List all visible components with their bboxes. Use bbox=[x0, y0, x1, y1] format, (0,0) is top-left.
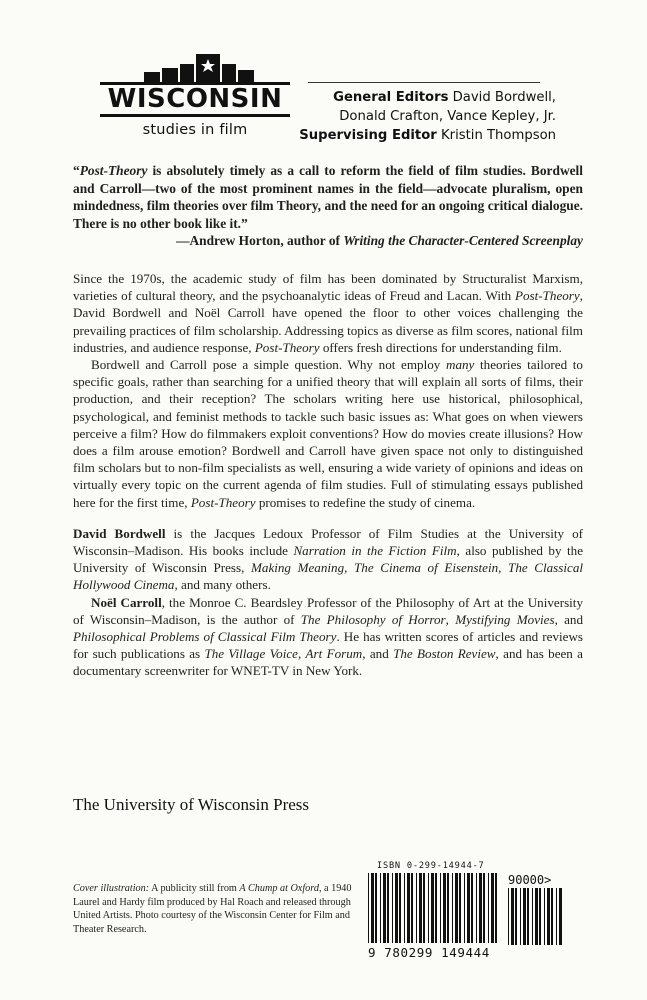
publisher-name: The University of Wisconsin Press bbox=[73, 795, 310, 814]
barcode-bar bbox=[559, 888, 562, 945]
barcode-bar bbox=[523, 888, 526, 945]
barcode-bar bbox=[435, 873, 437, 943]
barcode-bar bbox=[476, 873, 477, 943]
barcode-bar bbox=[515, 888, 517, 945]
author-bio-bordwell: David Bordwell is the Jacques Ledoux Professor of Film Studies at the University of Wisconsin–Madison. His books include Narration in the Fiction Film, also published by the University of Wisconsin Press, Making Meaning, The Cinema of Eisenstein, The Classical Hollywood Cinema, and many others. bbox=[73, 525, 584, 593]
isbn-barcode bbox=[368, 873, 500, 943]
barcode-bar bbox=[431, 873, 434, 943]
barcode-bar bbox=[535, 888, 538, 945]
barcode-bar bbox=[387, 873, 389, 943]
logo-wordmark: WISCONSIN bbox=[107, 84, 283, 114]
barcode-bar bbox=[383, 873, 386, 943]
barcode-bar bbox=[508, 888, 509, 945]
barcode-bar bbox=[511, 888, 514, 945]
barcode-bar bbox=[419, 873, 422, 943]
barcode-bar bbox=[495, 873, 497, 943]
barcode-bar bbox=[467, 873, 470, 943]
barcode-bar bbox=[520, 888, 521, 945]
supervising-editor-name: Kristin Thompson bbox=[436, 128, 556, 143]
barcode-bar bbox=[464, 873, 465, 943]
editors-divider bbox=[308, 82, 540, 83]
blurb-text: is absolutely timely as a call to reform the field of film studies. Bordwell and Carroll—two of the most prominent names in the field—advocate pluralism, open mindedness, film theories over film Theory, and the need for an ongoing critical dialogue. There is no other book like it.” bbox=[73, 163, 583, 231]
blurb-title: Post-Theory bbox=[79, 163, 148, 178]
barcode-bar bbox=[551, 888, 553, 945]
attribution-title: Writing the Character-Centered Screenplay bbox=[343, 233, 583, 248]
blurb-attribution bbox=[120, 233, 583, 249]
barcode-bar bbox=[371, 873, 374, 943]
barcode-bar bbox=[375, 873, 377, 943]
barcode-bar bbox=[556, 888, 557, 945]
barcode-bar bbox=[471, 873, 473, 943]
barcode-bar bbox=[411, 873, 413, 943]
attribution-prefix: —Andrew Horton, author of bbox=[176, 233, 344, 248]
quote-open: “ bbox=[73, 163, 80, 178]
logo-subtitle: studies in film bbox=[142, 122, 248, 138]
barcode-bar bbox=[416, 873, 417, 943]
description-paragraph-1: Since the 1970s, the academic study of film has been dominated by Structuralist Marxism, varieties of cultural theory, and the psychoanalytic ideas of Freud and Lacan. With Post-Theory, David Bordwell and Noël Carroll have opened the floor to other voices challenging the prevailing practices of film scholarship. Addressing topics as diverse as film scores, national film industries, and audience response, Post-Theory offers fresh directions for understanding film. bbox=[73, 271, 583, 355]
author-bio-carroll: Noël Carroll, the Monroe C. Beardsley Professor of the Philosophy of Art at the University of Wisconsin–Madison, is the author of The Philosophy of Horror, Mystifying Movies, and Philosophical Problems of Classical Film Theory. He has written scores of articles and reviews for such publications as The Village Voice, Art Forum, and The Boston Review, and has been a documentary screenwriter for WNET-TV in New York. bbox=[73, 594, 584, 679]
barcode-bar bbox=[547, 888, 550, 945]
barcode-bar bbox=[368, 873, 369, 943]
barcode-digits: 9 780299 149444 bbox=[368, 945, 490, 960]
barcode-bar bbox=[539, 888, 541, 945]
price-code: 90000> bbox=[508, 873, 552, 887]
barcode-bar bbox=[455, 873, 458, 943]
barcode-bar bbox=[483, 873, 485, 943]
barcode-bar bbox=[399, 873, 401, 943]
barcode-bar bbox=[392, 873, 393, 943]
barcode-bar bbox=[407, 873, 410, 943]
barcode-bar bbox=[447, 873, 449, 943]
barcode-bar bbox=[544, 888, 545, 945]
barcode-bar bbox=[380, 873, 381, 943]
wisconsin-logo bbox=[100, 50, 290, 142]
review-blurb bbox=[73, 162, 583, 232]
isbn-text: ISBN 0-299-14944-7 bbox=[377, 861, 485, 871]
price-barcode bbox=[508, 888, 564, 945]
general-editors-label: General Editors bbox=[333, 90, 449, 105]
series-editors bbox=[296, 88, 556, 145]
barcode-bar bbox=[423, 873, 425, 943]
barcode-bar bbox=[443, 873, 446, 943]
supervising-editor-label: Supervising Editor bbox=[299, 128, 437, 143]
barcode-bar bbox=[395, 873, 398, 943]
barcode-bar bbox=[527, 888, 529, 945]
description-paragraph-2: Bordwell and Carroll pose a simple question. Why not employ many theories tailored to specific goals, rather than searching for a unified theory that will explain all sorts of films, their production, and their reception? The scholars writing here use historical, philosophical, psychological, and feminist methods to tackle such basic issues as: What goes on when viewers perceive a film? How do filmmakers exploit conventions? How do movies create illusions? How does a film arouse emotion? Bordwell and Carroll have given space not only to distinguished film scholars but to non-film specialists as well, ensuring a wide variety of opinions and ideas on virtually every topic on the current agenda of film studies. Full of stimulating essays published here for the first time, Post-Theory promises to redefine the study of cinema. bbox=[73, 357, 583, 510]
barcode-bar bbox=[532, 888, 533, 945]
barcode-bar bbox=[479, 873, 482, 943]
barcode-bar bbox=[428, 873, 429, 943]
barcode-bar bbox=[452, 873, 453, 943]
barcode-bar bbox=[404, 873, 405, 943]
description bbox=[73, 270, 583, 680]
general-editors-names-1: David Bordwell, bbox=[448, 90, 556, 105]
general-editors-names-2: Donald Crafton, Vance Kepley, Jr. bbox=[339, 109, 556, 124]
barcode-bar bbox=[491, 873, 494, 943]
barcode-bar bbox=[440, 873, 441, 943]
barcode-bar bbox=[488, 873, 489, 943]
cover-illustration-credit: Cover illustration: A publicity still from A Chump at Oxford, a 1940 Laurel and Hardy film produced by Hal Roach and released through United Artists. Photo courtesy of the Wisconsin Center for Film and Theater Research. bbox=[73, 883, 352, 935]
barcode-bar bbox=[459, 873, 461, 943]
